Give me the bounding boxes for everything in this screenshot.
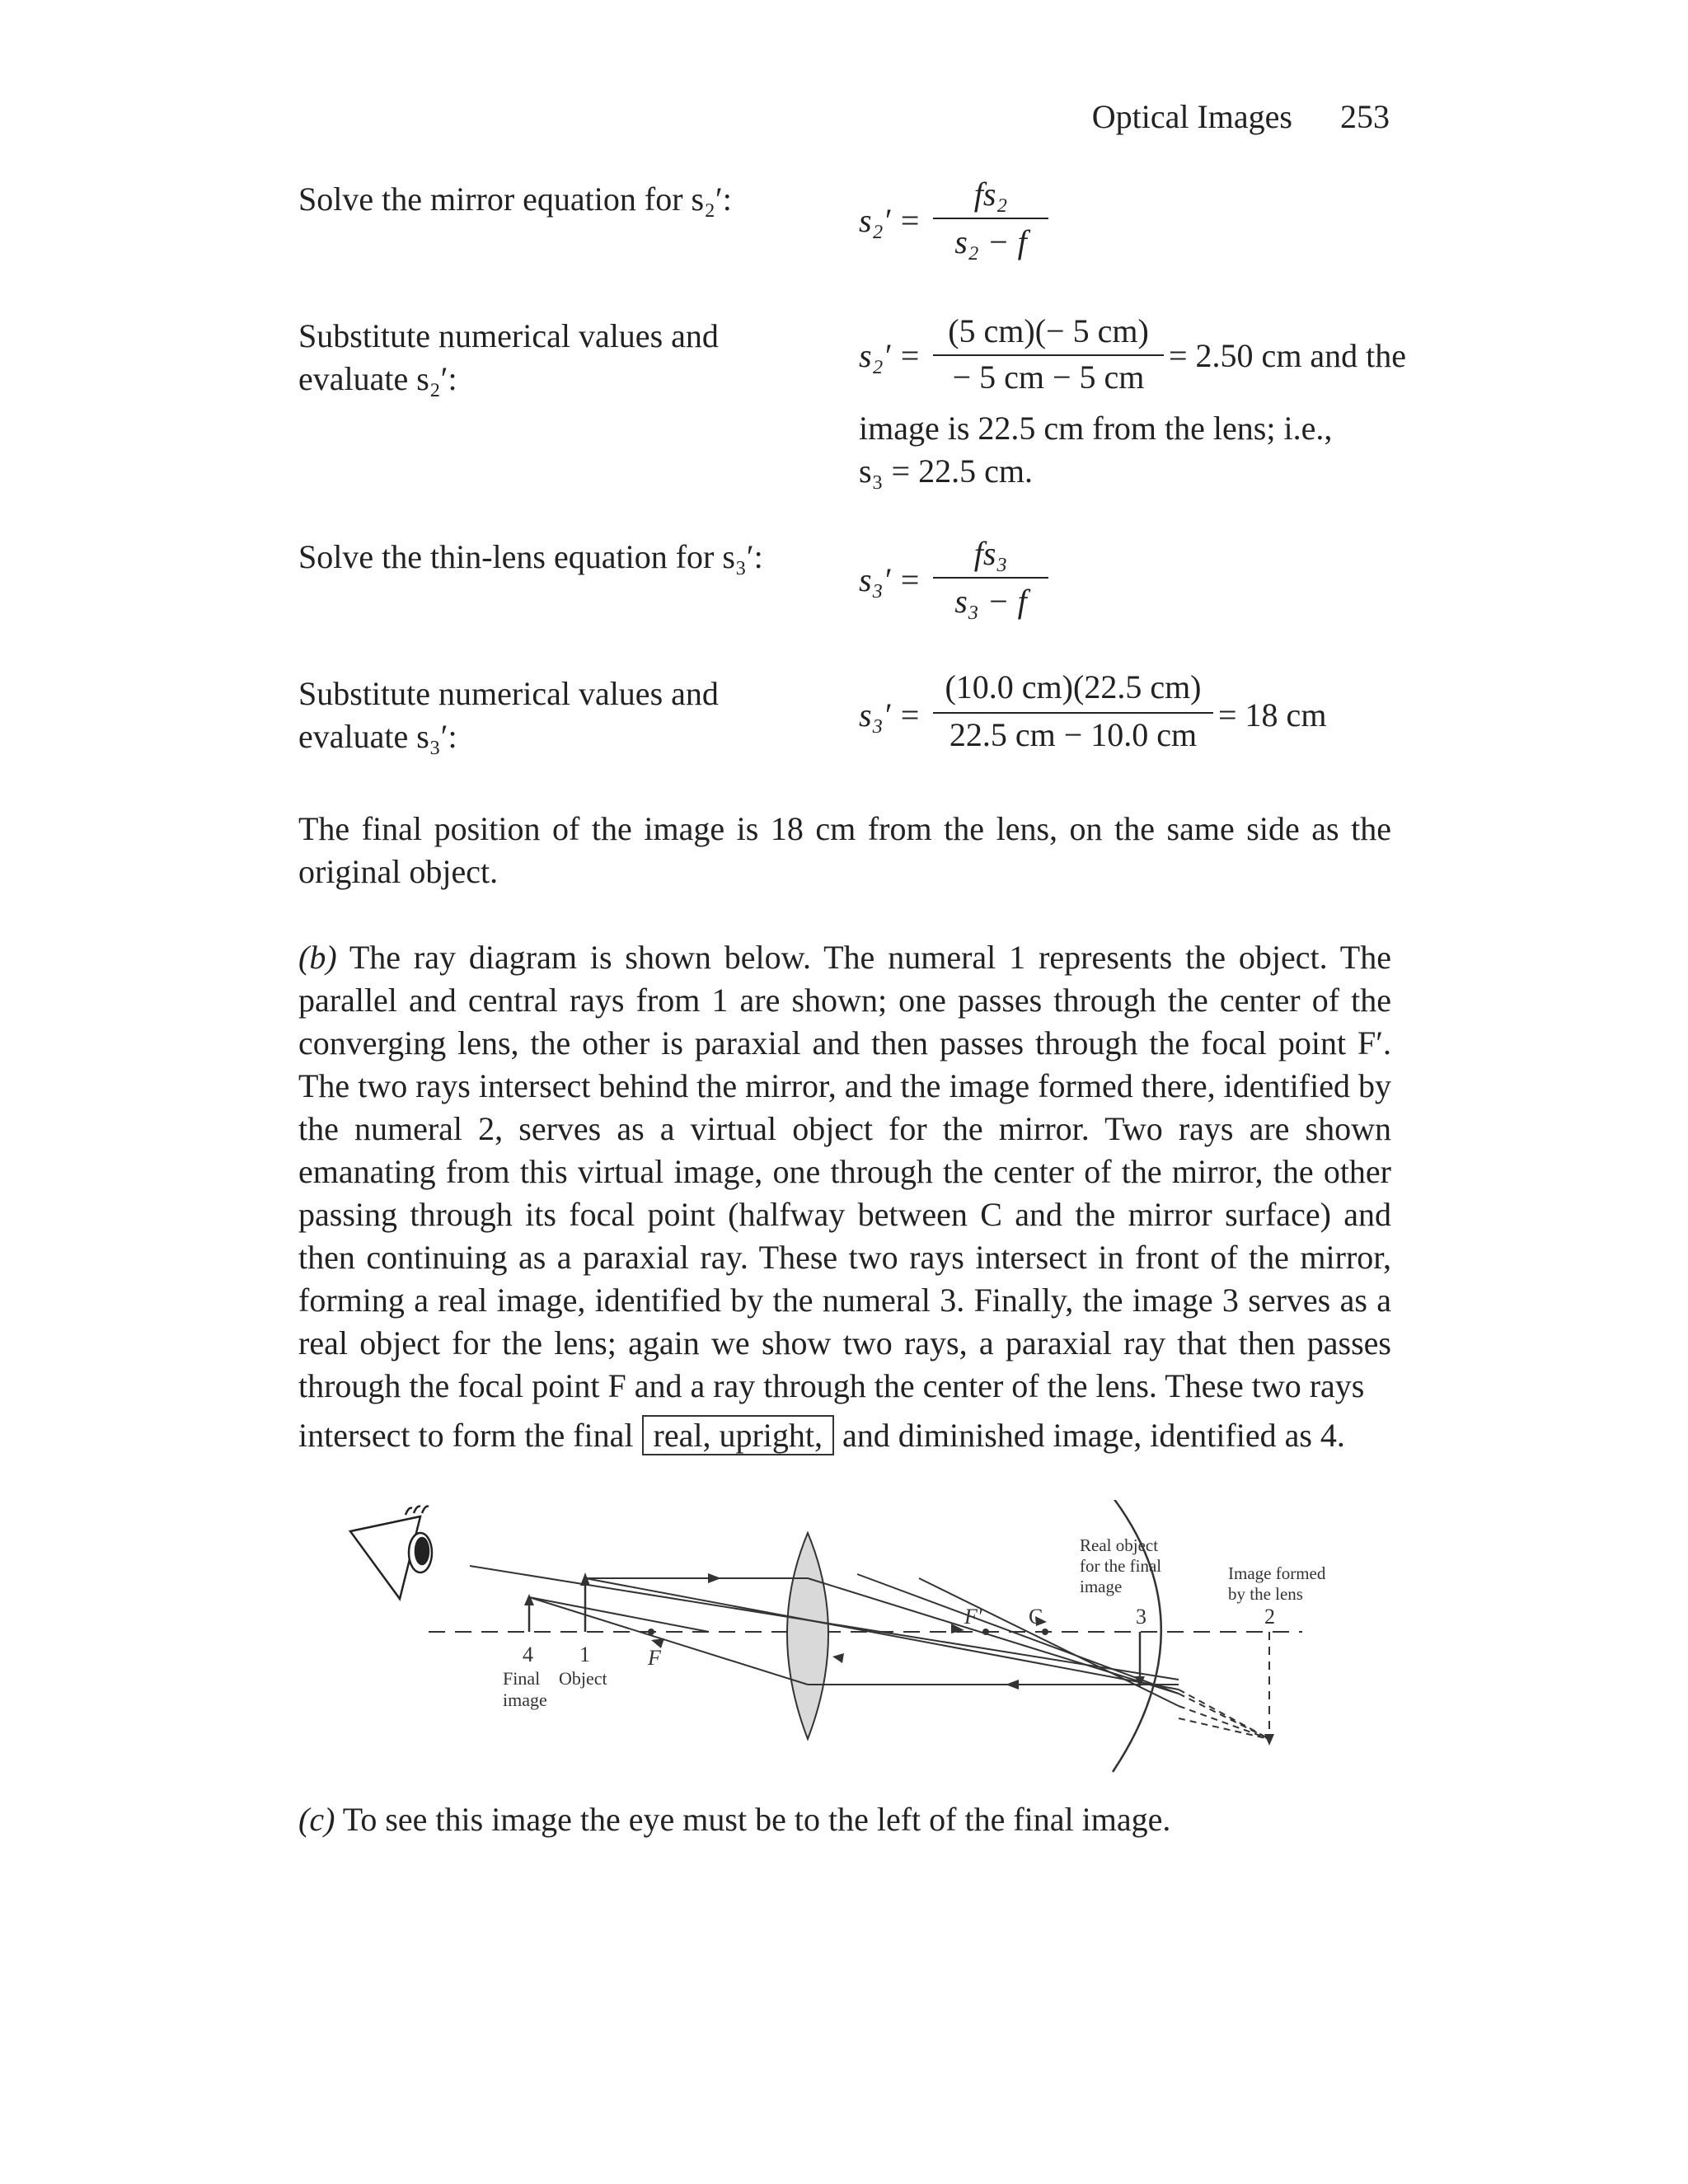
part-b-last-line bbox=[298, 1414, 1345, 1457]
label-image-lens-line1: Image formed bbox=[1228, 1563, 1326, 1583]
eye-icon bbox=[350, 1507, 432, 1599]
fraction-bar bbox=[933, 218, 1048, 219]
header-title: Optical Images bbox=[1091, 98, 1292, 135]
label-c: C bbox=[1029, 1605, 1043, 1629]
part-b-paragraph bbox=[298, 936, 1391, 1408]
last-line-after: and diminished image, identified as 4. bbox=[842, 1417, 1345, 1454]
part-c-prefix: (c) bbox=[298, 1801, 335, 1838]
label-image-lens-line2: by the lens bbox=[1228, 1584, 1303, 1604]
eq-lhs: s₂′ = bbox=[859, 202, 921, 239]
ray-diagram bbox=[338, 1500, 1327, 1780]
eq-numerator: fs₂ bbox=[973, 176, 1008, 213]
step4-label-line2: evaluate s₃′: bbox=[298, 718, 457, 755]
step2-continuation bbox=[859, 407, 1332, 493]
label-fprime: F′ bbox=[964, 1605, 982, 1629]
fraction-bar bbox=[933, 712, 1213, 714]
last-line-before: intersect to form the final bbox=[298, 1417, 634, 1454]
final-image-arrowhead bbox=[524, 1594, 534, 1605]
part-c-line bbox=[298, 1798, 1170, 1841]
step3-label: Solve the thin-lens equation for s₃′: bbox=[298, 538, 763, 575]
eq-denominator: s₂ − f bbox=[954, 223, 1027, 260]
label-f: F bbox=[648, 1646, 661, 1670]
step4-label-line1: Substitute numerical values and bbox=[298, 675, 719, 712]
page-number: 253 bbox=[1340, 98, 1390, 135]
eq-rhs: = 18 cm bbox=[1218, 696, 1327, 733]
eq-denominator: − 5 cm − 5 cm bbox=[952, 359, 1145, 396]
label-final-line2: image bbox=[503, 1690, 547, 1710]
eq-numerator: (10.0 cm)(22.5 cm) bbox=[945, 668, 1202, 705]
conclusion-paragraph: The final position of the image is 18 cm from the lens, on the same side as the original object. bbox=[298, 810, 1391, 890]
step2-label-line2: evaluate s₂′: bbox=[298, 360, 457, 397]
part-c-text: To see this image the eye must be to the left of the final image. bbox=[342, 1801, 1171, 1838]
step2-label bbox=[298, 315, 719, 401]
label-3: 3 bbox=[1136, 1605, 1146, 1629]
label-real-object-line1: Real object bbox=[1080, 1535, 1159, 1555]
eq-denominator: s₃ − f bbox=[954, 583, 1027, 620]
step1-label: Solve the mirror equation for s₂′: bbox=[298, 180, 732, 218]
eq-lhs: s₃′ = bbox=[859, 696, 921, 733]
label-1: 1 bbox=[579, 1643, 590, 1666]
ray-diagram-svg bbox=[338, 1500, 1327, 1780]
part-b-prefix: (b) bbox=[298, 939, 337, 976]
fraction-bar bbox=[933, 354, 1164, 356]
virtual-image-arrowhead bbox=[1264, 1734, 1274, 1746]
step2-label-line1: Substitute numerical values and bbox=[298, 317, 719, 354]
label-2: 2 bbox=[1264, 1605, 1275, 1629]
eq-rhs: = 2.50 cm and the bbox=[1169, 337, 1407, 374]
running-header bbox=[1092, 97, 1390, 136]
boxed-answer: real, upright, bbox=[642, 1415, 835, 1455]
eq-denominator: 22.5 cm − 10.0 cm bbox=[949, 716, 1198, 753]
label-real-object-line3: image bbox=[1080, 1577, 1123, 1596]
focal-point-fprime-dot bbox=[982, 1629, 989, 1635]
continuation-line1: image is 22.5 cm from the lens; i.e., bbox=[859, 410, 1333, 447]
center-c-dot bbox=[1042, 1629, 1048, 1635]
eq-lhs: s₂′ = bbox=[859, 337, 921, 374]
continuation-line2: s₃ = 22.5 cm. bbox=[859, 452, 1033, 490]
focal-point-f-dot bbox=[648, 1629, 654, 1635]
eq-numerator: (5 cm)(− 5 cm) bbox=[948, 312, 1149, 349]
step4-label bbox=[298, 673, 719, 758]
label-real-object-line2: for the final bbox=[1080, 1556, 1162, 1576]
part-b-text: The ray diagram is shown below. The numeral 1 represents the object. The parallel and central rays from 1 are shown; one passes through the center of the converging lens, the other is paraxial and then passes through the focal point F′. The two rays intersect behind the mirror, and the image formed there, identified by the numeral 2, serves as a virtual object for the mirror. Two rays are shown emanating from this virtual image, one through the center of the mirror, the other passing through its focal point (halfway between C and the mirror surface) and then continuing as a paraxial ray. These two rays intersect in front of the mirror, forming a real image, identified by the numeral 3. Finally, the image 3 serves as a real object for the lens; again we show two rays, a paraxial ray that then passes through the focal point F and a ray through the center of the lens. These two rays bbox=[298, 939, 1391, 1404]
converging-lens bbox=[787, 1533, 828, 1739]
label-4: 4 bbox=[523, 1643, 533, 1666]
eq-numerator: fs₃ bbox=[973, 535, 1008, 572]
label-final-line1: Final bbox=[503, 1668, 541, 1689]
eq-lhs: s₃′ = bbox=[859, 561, 921, 598]
label-object: Object bbox=[559, 1668, 607, 1689]
fraction-bar bbox=[933, 577, 1048, 579]
